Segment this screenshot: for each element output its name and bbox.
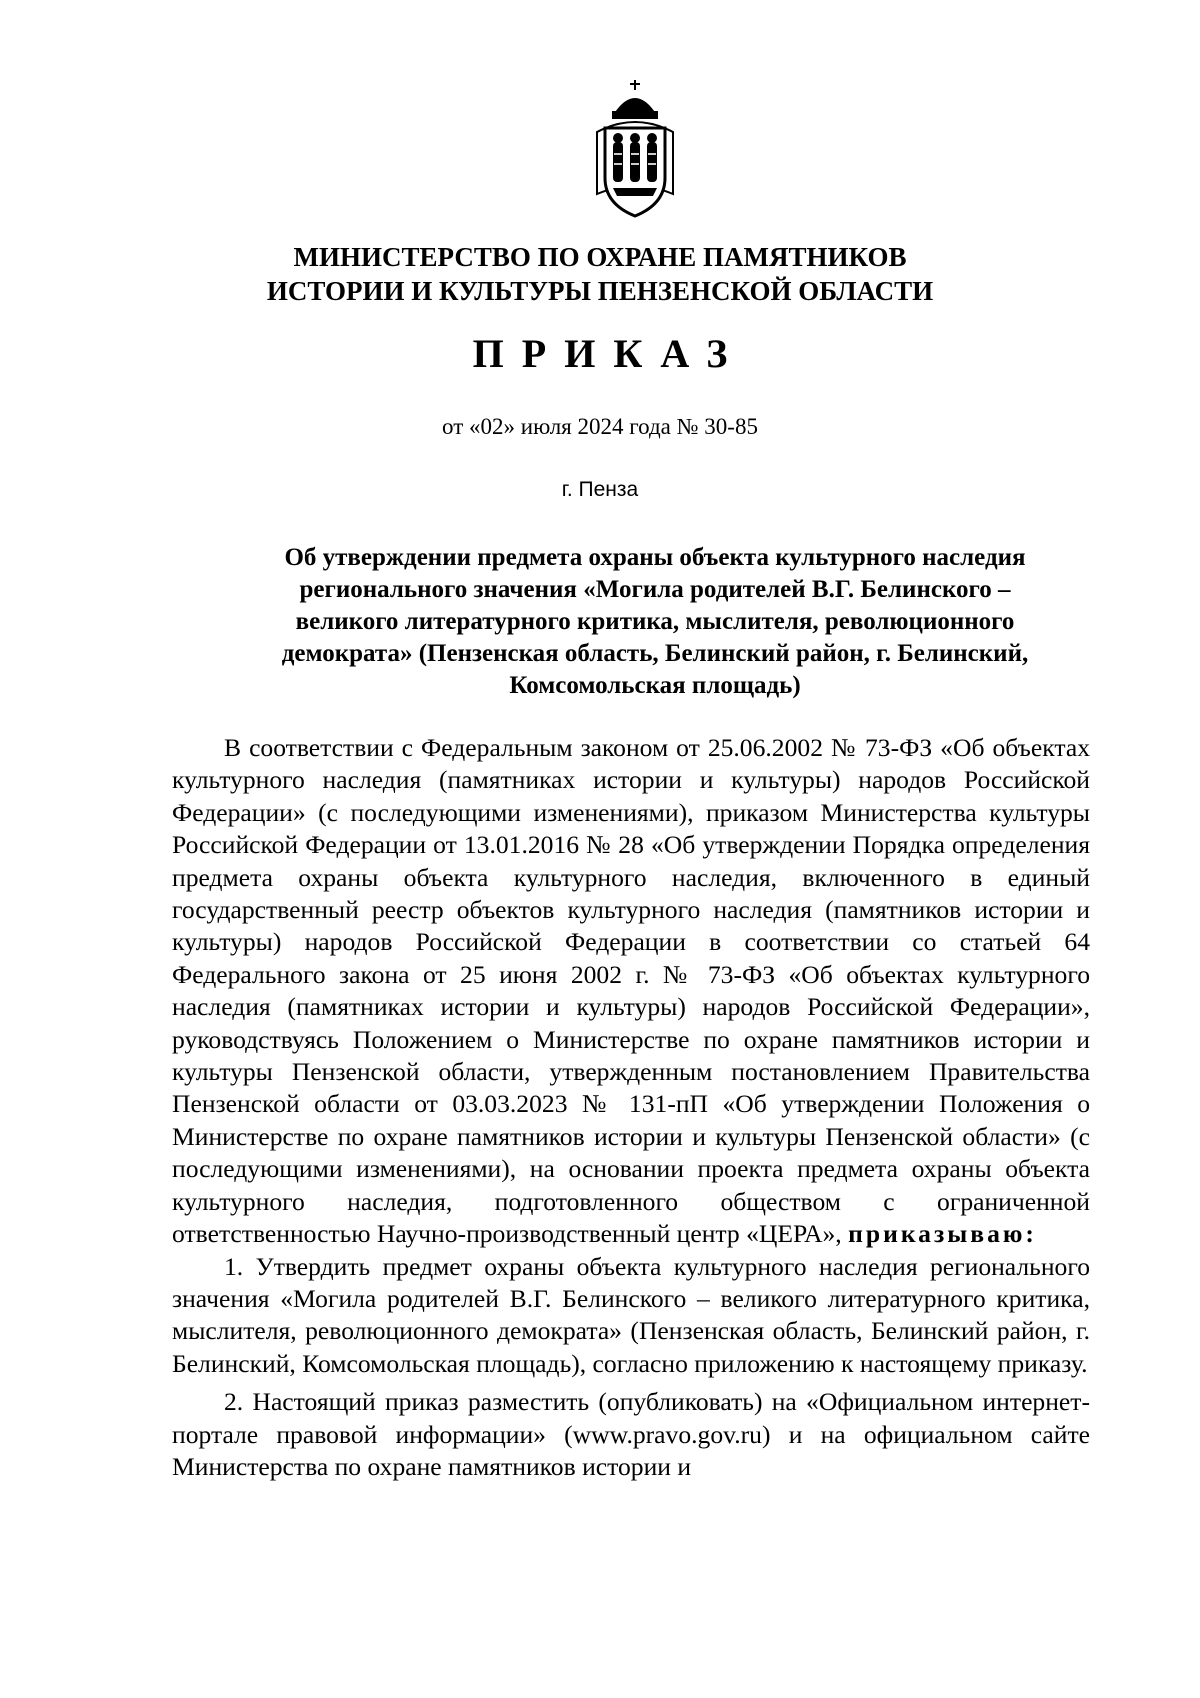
subject-line: великого литературного критика, мыслителя, революционного — [295, 608, 1015, 635]
ministry-name-line1: МИНИСТЕРСТВО ПО ОХРАНЕ ПАМЯТНИКОВ — [293, 242, 907, 272]
ministry-name — [0, 240, 1200, 308]
coat-of-arms-emblem — [583, 78, 687, 220]
subject-line: Комсомольская площадь) — [509, 672, 801, 699]
order-word: приказываю: — [848, 1219, 1037, 1249]
subject-line: Об утверждении предмета охраны объекта культурного наследия — [284, 544, 1026, 571]
document-date-number: от «02» июля 2024 года № 30-85 — [442, 414, 758, 439]
document-city: г. Пенза — [561, 478, 639, 501]
preamble-text: В соответствии с Федеральным законом от 25.06.2002 № 73-ФЗ «Об объектах культурного наследия (памятниках истории и культуры) народов Российской Федерации» (с последующими изменениями), приказом Министерства культуры Российской Федерации от 13.01.2016 № 28 «Об утверждении Порядка определения предмета охраны объекта культурного наследия, включенного в единый государственный реестр объектов культурного наследия (памятников истории и культуры) народов Российской Федерации в соответствии со статьей 64 Федерального закона от 25 июня 2002 г. № 73-ФЗ «Об объектах культурного наследия (памятниках истории и культуры) народов Российской Федерации», руководствуясь Положением о Министерстве по охране памятников истории и культуры Пензенской области, утвержденным постановлением Правительства Пензенской области от 03.03.2023 № 131-пП «Об утверждении Положения о Министерстве по охране памятников истории и культуры Пензенской области» (с последующими изменениями), на основании проекта предмета охраны объекта культурного наследия, подготовленного обществом с ограниченной ответственностью Научно-производственный центр «ЦЕРА», — [172, 733, 1090, 1249]
item-2-paragraph: 2. Настоящий приказ разместить (опубликовать) на «Официальном интернет-портале правовой информации» (www.pravo.gov.ru) и на официальном сайте Министерства по охране памятников истории и — [172, 1387, 1090, 1481]
document-body — [172, 732, 1090, 1483]
subject-line: демократа» (Пензенская область, Белинский район, г. Белинский, — [281, 640, 1029, 667]
document-type-title: ПРИКАЗ — [472, 331, 746, 376]
ministry-name-line2: ИСТОРИИ И КУЛЬТУРЫ ПЕНЗЕНСКОЙ ОБЛАСТИ — [266, 276, 934, 306]
preamble-paragraph — [172, 732, 1090, 1251]
item-1-paragraph: 1. Утвердить предмет охраны объекта культурного наследия регионального значения «Могила родителей В.Г. Белинского – великого литературного критика, мыслителя, революционного демократа» (Пензенская область, Белинский район, г. Белинский, Комсомольская площадь), согласно приложению к настоящему приказу. — [172, 1251, 1090, 1378]
subject-line: регионального значения «Могила родителей В.Г. Белинского – — [299, 576, 1011, 603]
document-subject — [215, 542, 1095, 702]
